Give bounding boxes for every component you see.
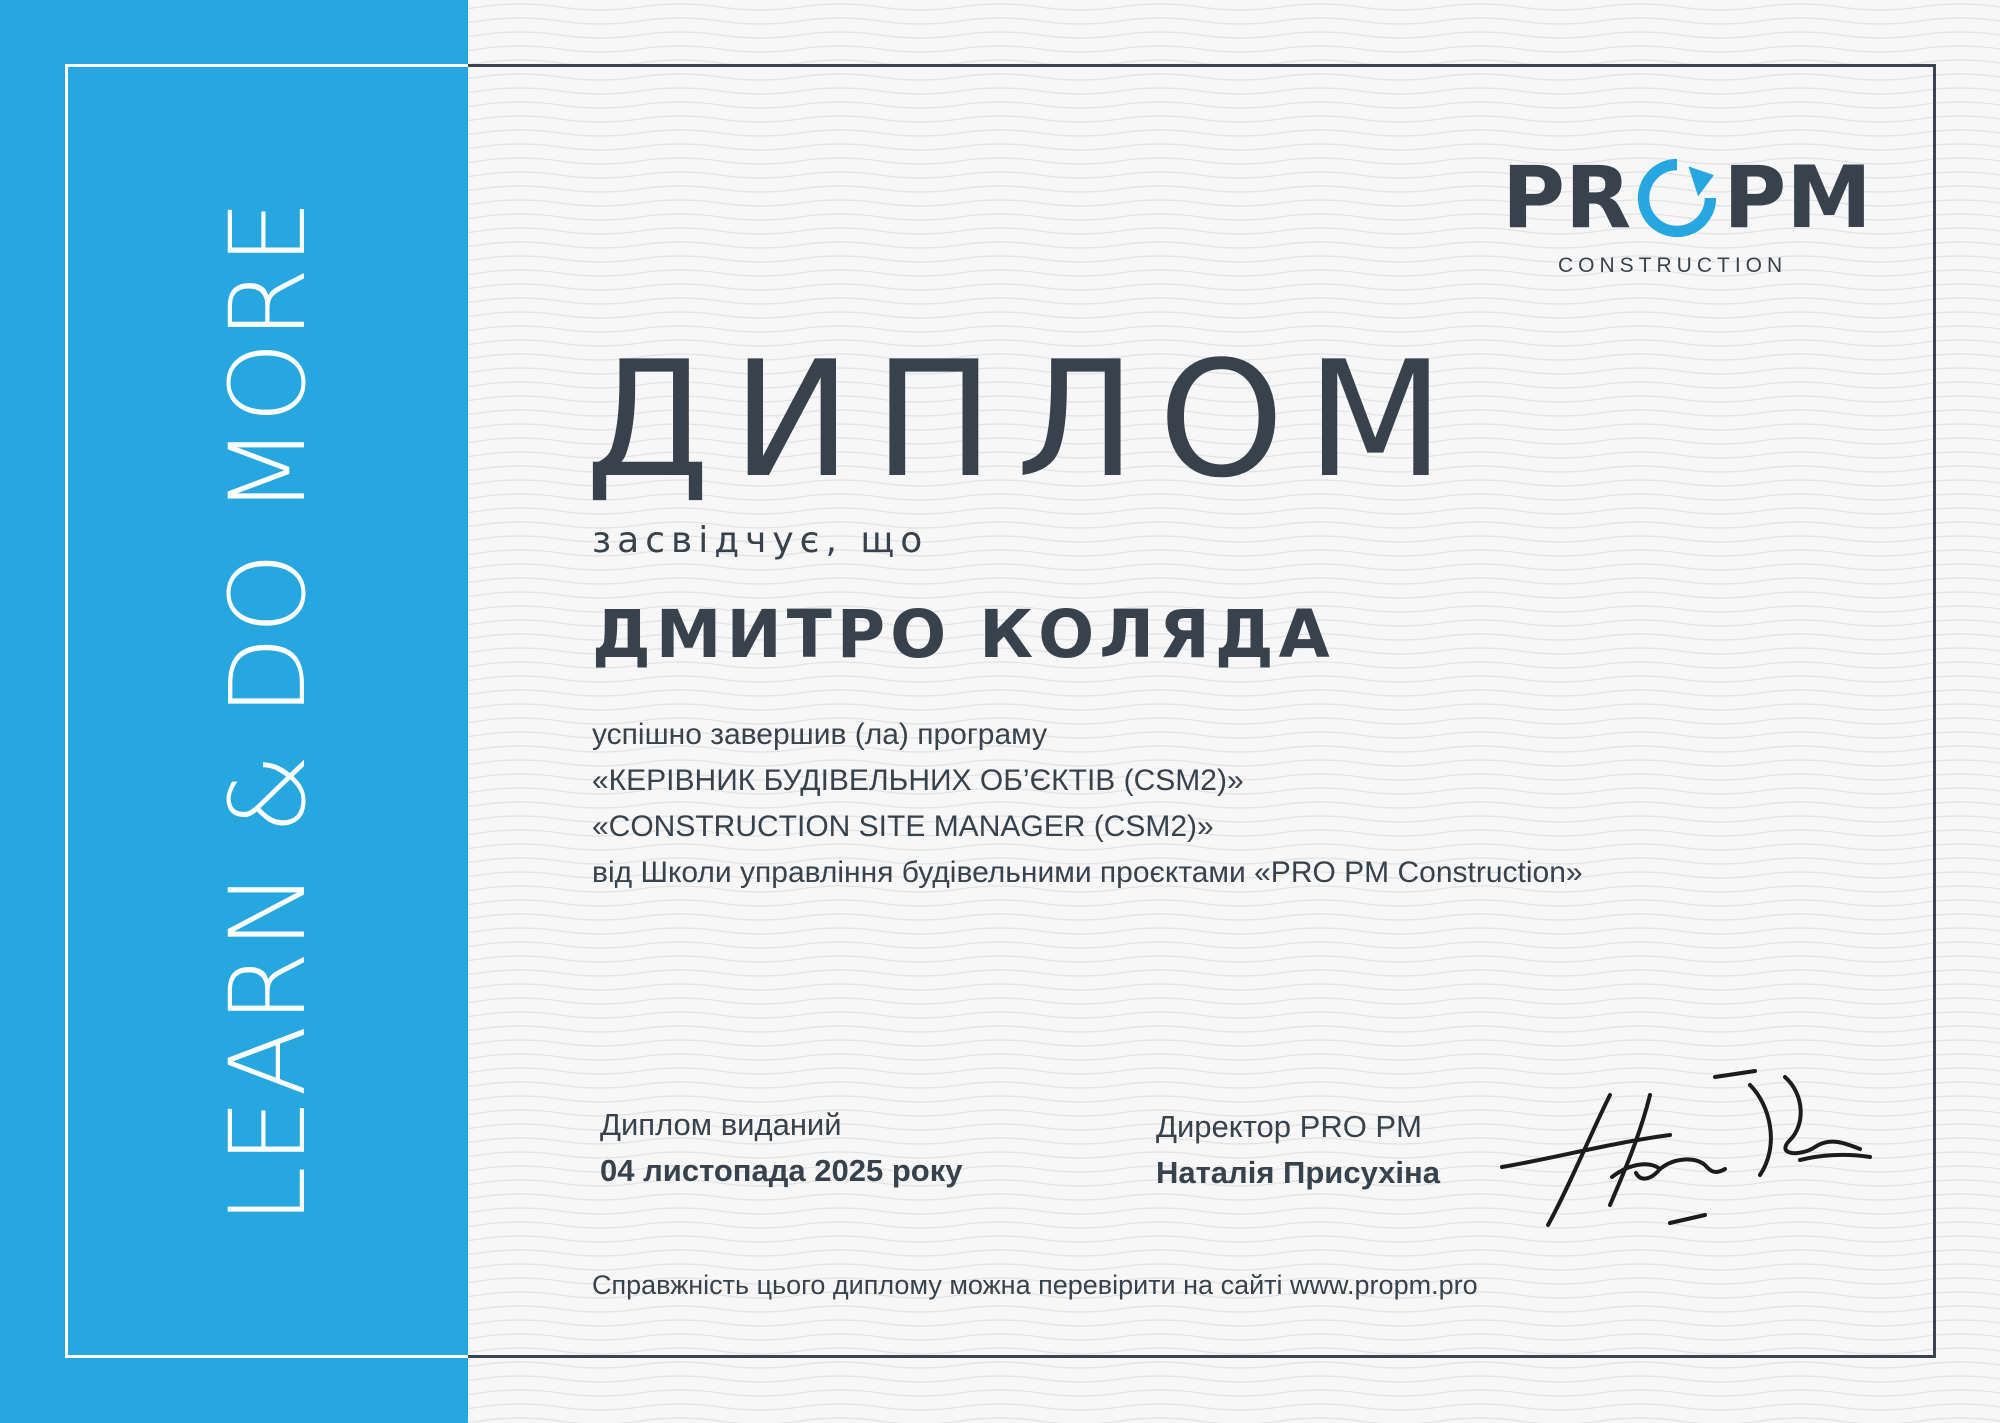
director-label: Директор PRO PM bbox=[1156, 1109, 1422, 1144]
director-block bbox=[1156, 1104, 1440, 1196]
issued-label: Диплом виданий bbox=[600, 1107, 842, 1142]
logo-right-part: PM bbox=[1723, 148, 1872, 248]
recipient-name: ДМИТРО КОЛЯДА bbox=[592, 596, 1335, 673]
program-description bbox=[592, 712, 1583, 896]
school-line: від Школи управління будівельними проєктами «PRO PM Construction» bbox=[592, 856, 1583, 889]
director-name: Наталія Присухіна bbox=[1156, 1155, 1441, 1190]
director-signature bbox=[1500, 1065, 1880, 1245]
program-name-en: «CONSTRUCTION SITE MANAGER (CSM2)» bbox=[592, 810, 1214, 843]
program-name-ua: «КЕРІВНИК БУДІВЕЛЬНИХ ОБ’ЄКТІВ (CSM2)» bbox=[592, 764, 1244, 797]
certifies-text: засвідчує, що bbox=[592, 520, 929, 561]
verification-note: Справжність цього диплому можна перевірити на сайті www.propm.pro bbox=[592, 1270, 1478, 1300]
diploma-title: ДИПЛОМ bbox=[585, 326, 1467, 513]
refresh-ring-icon bbox=[1633, 154, 1721, 242]
issue-block bbox=[600, 1102, 963, 1194]
logo-subtitle: CONSTRUCTION bbox=[1558, 254, 1788, 277]
slogan: LEARN & DO MORE bbox=[207, 197, 329, 1225]
propm-logo bbox=[1502, 148, 1872, 290]
logo-wordmark bbox=[1502, 150, 1872, 246]
completion-line: успішно завершив (ла) програму bbox=[592, 718, 1048, 751]
issue-date: 04 листопада 2025 року bbox=[600, 1153, 963, 1188]
logo-left-part: PR bbox=[1502, 148, 1632, 248]
